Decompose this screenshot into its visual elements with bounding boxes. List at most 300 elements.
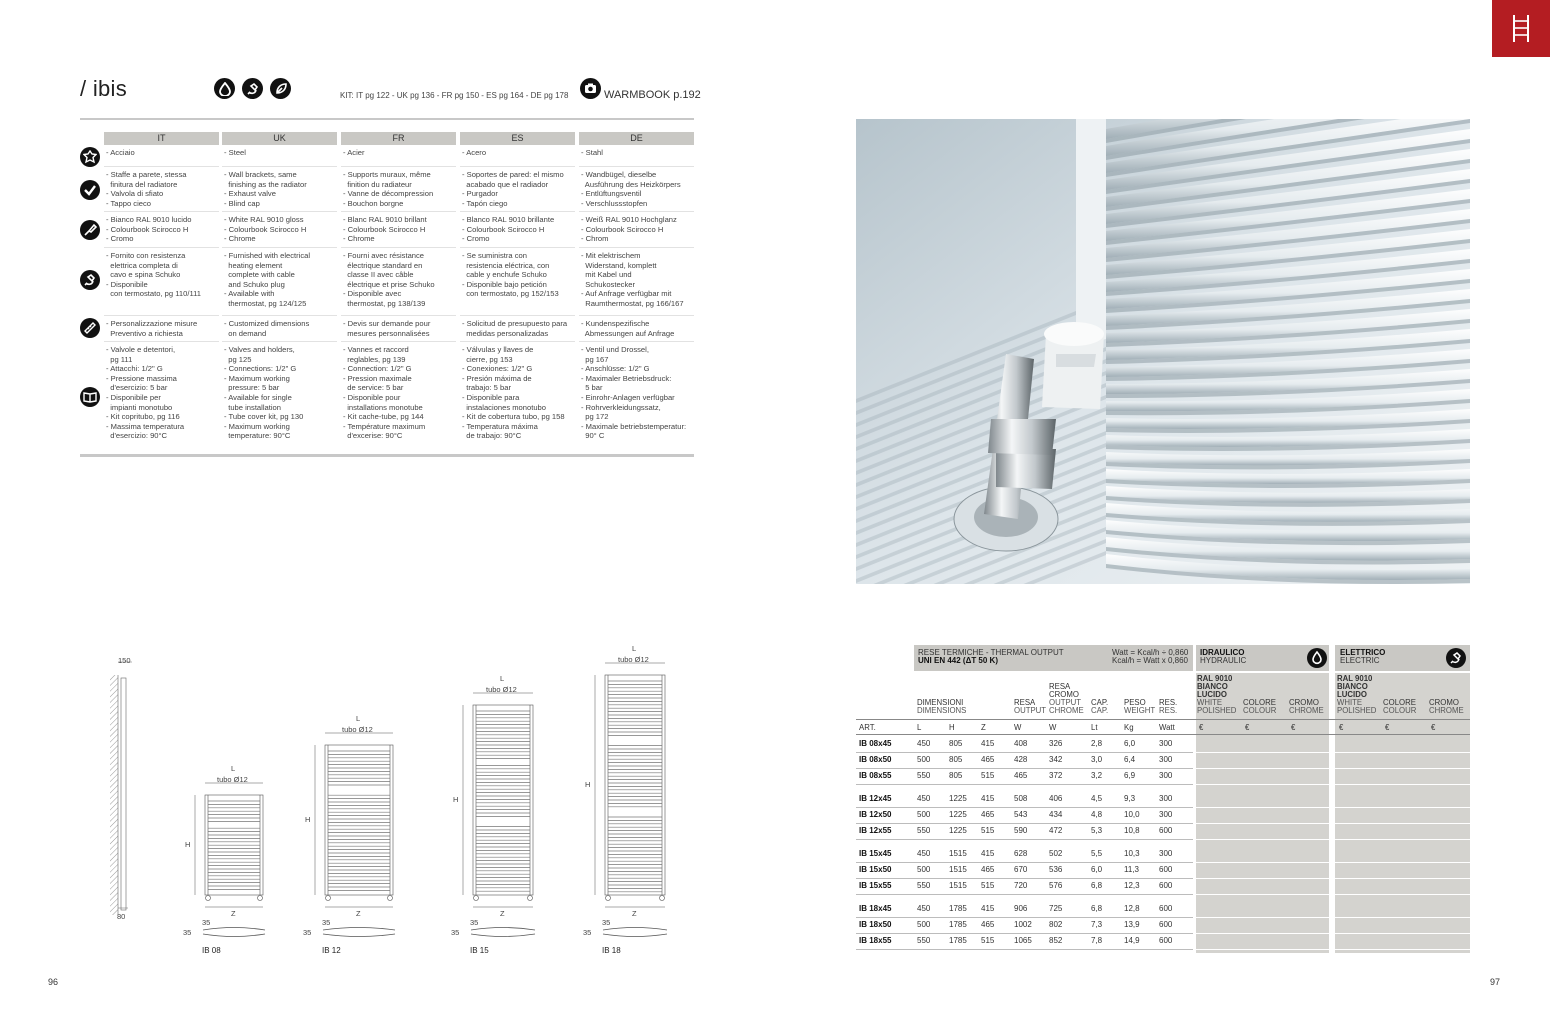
table-cell: 12,8: [1124, 904, 1140, 913]
row-divider: [856, 768, 1193, 769]
row-divider: [222, 247, 337, 248]
table-cell: 450: [917, 794, 931, 803]
table-cell: 805: [949, 739, 963, 748]
table-cell: 406: [1049, 794, 1063, 803]
table-cell: 12,3: [1124, 881, 1140, 890]
ral-label-1: RAL 9010: [1337, 674, 1373, 683]
table-cell: 6,4: [1124, 755, 1136, 764]
row-divider: [579, 211, 694, 212]
row-divider: [1335, 752, 1470, 753]
model-name: IB 12: [322, 946, 341, 955]
table-cell: 14,9: [1124, 936, 1140, 945]
table-cell: 1065: [1014, 936, 1032, 945]
table-cell: 515: [981, 771, 995, 780]
model-code: IB 18x45: [859, 904, 892, 913]
model-code: IB 15x50: [859, 865, 892, 874]
spec-cell: - Mit elektrischem Widerstand, komplett mit Kabel und Schukostecker - Auf Anfrage verfügbar mit Raumthermostat, pg 166/167: [581, 251, 684, 308]
row-divider: [856, 878, 1193, 879]
spec-cell: - Fornito con resistenza elettrica completa di cavo e spina Schuko - Disponibile con termostato, pg 110/111: [106, 251, 201, 299]
table-cell: 1785: [949, 904, 967, 913]
spec-cell: - Vannes et raccord reglables, pg 139 - Connection: 1/2" G - Pression maximale de service: 5 bar - Disponible pour installations monotube - Kit cache-tube, pg 144 - Température maximum d'excerise: 90°C: [343, 345, 426, 441]
row-divider: [1196, 878, 1329, 879]
table-cell: 300: [1159, 810, 1173, 819]
chrome-label: CHROME: [1429, 706, 1464, 715]
dim-L-label: L: [500, 674, 505, 683]
dim-Z-label: Z: [356, 909, 361, 918]
table-cell: 450: [917, 904, 931, 913]
hydraulic-price-column: [1196, 673, 1329, 953]
row-divider: [341, 247, 456, 248]
radiator-diagram-ib-15: [463, 693, 535, 937]
book-icon: [80, 387, 100, 407]
polished-label: POLISHED: [1197, 706, 1237, 715]
table-cell: 515: [981, 936, 995, 945]
lang-header-de: DE: [579, 132, 694, 145]
table-cell: 434: [1049, 810, 1063, 819]
colore-label: COLORE: [1243, 698, 1276, 707]
table-cell: 2,8: [1091, 739, 1103, 748]
spec-cell: - Acciaio: [106, 148, 135, 157]
row-divider: [1335, 862, 1470, 863]
table-cell: 415: [981, 904, 995, 913]
spec-cell: - Supports muraux, même finition du radiateur - Vanne de décompression - Bouchon borgne: [343, 170, 434, 208]
table-cell: 6,9: [1124, 771, 1136, 780]
table-cell: 536: [1049, 865, 1063, 874]
row-divider: [1196, 784, 1329, 785]
row-divider: [460, 247, 575, 248]
dim-L-label: L: [231, 764, 236, 773]
row-divider: [460, 166, 575, 167]
table-bottom-rule: [80, 454, 694, 457]
spec-cell: - Furnished with electrical heating element complete with cable and Schuko plug - Available with thermostat, pg 124/125: [224, 251, 311, 308]
col-resa: RESA: [1014, 698, 1036, 707]
formula-kcal: Kcal/h = Watt x 0,860: [1112, 656, 1188, 665]
side-view-diagram: [110, 662, 132, 915]
brush-icon: [80, 220, 100, 240]
radiator-diagram-ib-12: [315, 733, 395, 937]
table-cell: 1515: [949, 865, 967, 874]
dim-35-label: 35: [602, 918, 611, 927]
row-divider: [579, 166, 694, 167]
row-divider: [341, 315, 456, 316]
unit-8: Watt: [1159, 723, 1175, 732]
header-divider: [856, 719, 1470, 720]
cromo-label: CROMO: [1429, 698, 1459, 707]
row-divider: [1335, 768, 1470, 769]
dim-L-label: L: [356, 714, 361, 723]
spec-cell: - Valves and holders, pg 125 - Connections: 1/2" G - Maximum working pressure: 5 bar - Available for single tube installation - Tube cover kit, pg 130 - Maximum working temperature: 90°C: [224, 345, 304, 441]
table-cell: 415: [981, 739, 995, 748]
table-cell: 1225: [949, 810, 967, 819]
col-weight: WEIGHT: [1124, 706, 1156, 715]
table-cell: 600: [1159, 904, 1173, 913]
table-cell: 600: [1159, 865, 1173, 874]
euro-label: €: [1339, 723, 1344, 732]
hydraulic-title: IDRAULICO: [1200, 648, 1245, 657]
spec-cell: - Valvole e detentori, pg 111 - Attacchi: 1/2" G - Pressione massima d'esercizio: 5 bar - Disponibile per impianti monotubo - Kit copritubo, pg 116 - Massima temperatura d'esercizio: 90°C: [106, 345, 185, 441]
radiator-diagram-ib-08: [195, 783, 265, 937]
row-divider: [1335, 823, 1470, 824]
row-divider: [856, 823, 1193, 824]
model-code: IB 12x45: [859, 794, 892, 803]
lang-header-it: IT: [104, 132, 219, 145]
row-divider: [1335, 894, 1470, 895]
row-divider: [1335, 839, 1470, 840]
unit-3: Z: [981, 723, 986, 732]
row-divider: [1335, 933, 1470, 934]
table-cell: 5,5: [1091, 849, 1103, 858]
table-cell: 1515: [949, 881, 967, 890]
table-cell: 7,3: [1091, 920, 1103, 929]
row-divider: [1196, 823, 1329, 824]
dim-35-label: 35: [322, 918, 331, 927]
row-divider: [856, 894, 1193, 895]
unit-1: L: [917, 723, 922, 732]
table-cell: 465: [981, 920, 995, 929]
dim-35-side-label: 35: [583, 928, 592, 937]
table-cell: 10,0: [1124, 810, 1140, 819]
spec-cell: - White RAL 9010 gloss - Colourbook Scirocco H - Chrome: [224, 215, 307, 244]
row-divider: [1196, 894, 1329, 895]
table-cell: 465: [981, 865, 995, 874]
dim-35-side-label: 35: [183, 928, 192, 937]
ral-label-1: RAL 9010: [1197, 674, 1233, 683]
model-name: IB 15: [470, 946, 489, 955]
row-divider: [856, 917, 1193, 918]
formula-watt: Watt = Kcal/h ÷ 0,860: [1112, 648, 1189, 657]
euro-label: €: [1245, 723, 1250, 732]
row-divider: [856, 839, 1193, 840]
spec-cell: - Ventil und Drossel, pg 167 - Anschlüsse: 1/2" G - Maximaler Betriebsdruck: 5 bar - Einrohr-Anlagen verfügbar - Rohrverkleidungssatz, pg 172 - Maximale betriebstemperatur: 90° C: [581, 345, 687, 441]
table-cell: 805: [949, 771, 963, 780]
model-code: IB 18x50: [859, 920, 892, 929]
table-cell: 550: [917, 881, 931, 890]
row-divider: [341, 211, 456, 212]
radiator-diagrams: [100, 650, 720, 960]
col-resa-cromo-4: CHROME: [1049, 706, 1084, 715]
water-drop-icon: [1307, 648, 1327, 668]
table-cell: 725: [1049, 904, 1063, 913]
model-code: IB 15x55: [859, 881, 892, 890]
table-cell: 600: [1159, 881, 1173, 890]
spec-cell: - Acero: [462, 148, 487, 157]
row-divider: [856, 862, 1193, 863]
spec-cell: - Customized dimensions on demand: [224, 319, 310, 338]
spec-cell: - Personalizzazione misure Preventivo a richiesta: [106, 319, 198, 338]
plug-icon: [242, 78, 263, 99]
row-divider: [1335, 807, 1470, 808]
electric-price-column: [1335, 673, 1470, 953]
spec-cell: - Acier: [343, 148, 365, 157]
spec-cell: - Weiß RAL 9010 Hochglanz - Colourbook Scirocco H - Chrom: [581, 215, 677, 244]
ruler-icon: [80, 318, 100, 338]
row-divider: [1196, 933, 1329, 934]
colour-label: COLOUR: [1383, 706, 1417, 715]
table-cell: 450: [917, 739, 931, 748]
row-divider: [104, 247, 219, 248]
table-cell: 576: [1049, 881, 1063, 890]
spec-cell: - Blanc RAL 9010 brillant - Colourbook Scirocco H - Chrome: [343, 215, 427, 244]
row-divider: [579, 341, 694, 342]
table-cell: 408: [1014, 739, 1028, 748]
lang-header-fr: FR: [341, 132, 456, 145]
table-cell: 550: [917, 936, 931, 945]
unit-2: H: [949, 723, 955, 732]
dim-H-label: H: [453, 795, 459, 804]
row-divider: [222, 341, 337, 342]
row-divider: [104, 315, 219, 316]
unit-4: W: [1014, 723, 1022, 732]
table-cell: 465: [981, 810, 995, 819]
page-number-left: 96: [48, 977, 59, 987]
table-cell: 500: [917, 865, 931, 874]
row-divider: [222, 211, 337, 212]
dim-H-label: H: [185, 840, 191, 849]
model-code: IB 08x50: [859, 755, 892, 764]
row-divider: [856, 784, 1193, 785]
table-cell: 300: [1159, 755, 1173, 764]
cromo-label: CROMO: [1289, 698, 1319, 707]
tube-label: tubo Ø12: [217, 775, 248, 784]
table-cell: 415: [981, 849, 995, 858]
plug-icon: [1446, 648, 1466, 668]
table-cell: 300: [1159, 794, 1173, 803]
table-cell: 1785: [949, 920, 967, 929]
chrome-label: CHROME: [1289, 706, 1324, 715]
dim-35-label: 35: [202, 918, 211, 927]
model-code: IB 15x45: [859, 849, 892, 858]
ral-label-3: LUCIDO: [1197, 690, 1227, 699]
row-divider: [1335, 784, 1470, 785]
row-divider: [1196, 807, 1329, 808]
col-cap-en: CAP.: [1091, 706, 1109, 715]
col-output: OUTPUT: [1014, 706, 1047, 715]
table-cell: 600: [1159, 920, 1173, 929]
table-cell: 805: [949, 755, 963, 764]
row-divider: [341, 166, 456, 167]
table-cell: 428: [1014, 755, 1028, 764]
polished-label: POLISHED: [1337, 706, 1377, 715]
table-cell: 720: [1014, 881, 1028, 890]
row-divider: [1335, 917, 1470, 918]
col-dimensions: DIMENSIONS: [917, 706, 967, 715]
camera-icon: [580, 78, 601, 99]
row-divider: [579, 247, 694, 248]
lang-header-es: ES: [460, 132, 575, 145]
table-cell: 1225: [949, 794, 967, 803]
table-cell: 372: [1049, 771, 1063, 780]
table-cell: 550: [917, 771, 931, 780]
row-divider: [856, 933, 1193, 934]
white-label: WHITE: [1197, 698, 1223, 707]
euro-label: €: [1385, 723, 1390, 732]
row-divider: [222, 315, 337, 316]
spec-cell: - Soportes de pared: el mismo acabado que el radiador - Purgador - Tapón ciego: [462, 170, 564, 208]
dim-35-side-label: 35: [451, 928, 460, 937]
dim-L-label: L: [632, 644, 637, 653]
dim-H-label: H: [305, 815, 311, 824]
table-cell: 342: [1049, 755, 1063, 764]
row-divider: [1196, 949, 1329, 950]
col-resa-cromo-2: CROMO: [1049, 690, 1079, 699]
tube-label: tubo Ø12: [342, 725, 373, 734]
table-cell: 628: [1014, 849, 1028, 858]
row-divider: [856, 949, 1193, 950]
unit-5: W: [1049, 723, 1057, 732]
row-divider: [460, 341, 575, 342]
thermal-output-title: RESE TERMICHE - THERMAL OUTPUT: [918, 648, 1064, 657]
white-label: WHITE: [1337, 698, 1363, 707]
row-divider: [856, 807, 1193, 808]
euro-label: €: [1291, 723, 1296, 732]
dim-Z-label: Z: [500, 909, 505, 918]
header-rule: [80, 118, 694, 120]
table-cell: 1002: [1014, 920, 1032, 929]
spec-cell: - Solicitud de presupuesto para medidas personalizadas: [462, 319, 568, 338]
table-cell: 1785: [949, 936, 967, 945]
row-divider: [579, 315, 694, 316]
euro-label: €: [1199, 723, 1204, 732]
table-cell: 802: [1049, 920, 1063, 929]
table-cell: 590: [1014, 826, 1028, 835]
spec-cell: - Devis sur demande pour mesures personnalisées: [343, 319, 431, 338]
table-cell: 11,3: [1124, 865, 1139, 874]
model-name: IB 08: [202, 946, 221, 955]
spec-cell: - Staffe a parete, stessa finitura del radiatore - Valvola di sfiato - Tappo cieco: [106, 170, 187, 208]
row-divider: [856, 752, 1193, 753]
col-peso: PESO: [1124, 698, 1146, 707]
colore-label: COLORE: [1383, 698, 1416, 707]
spec-cell: - Wall brackets, same finishing as the radiator - Exhaust valve - Blind cap: [224, 170, 307, 208]
model-code: IB 12x55: [859, 826, 892, 835]
table-cell: 13,9: [1124, 920, 1140, 929]
spec-cell: - Kundenspezifische Abmessungen auf Anfrage: [581, 319, 675, 338]
side-dim-bottom: 80: [117, 912, 126, 921]
product-title: / ibis: [80, 76, 128, 101]
table-cell: 500: [917, 920, 931, 929]
ral-label-2: BIANCO: [1197, 682, 1228, 691]
table-cell: 600: [1159, 936, 1173, 945]
row-divider: [1196, 917, 1329, 918]
tube-label: tubo Ø12: [486, 685, 517, 694]
euro-label: €: [1431, 723, 1436, 732]
table-cell: 300: [1159, 771, 1173, 780]
electric-title: ELETTRICO: [1340, 648, 1386, 657]
table-cell: 450: [917, 849, 931, 858]
unit-6: Lt: [1091, 723, 1098, 732]
dim-Z-label: Z: [231, 909, 236, 918]
table-cell: 10,8: [1124, 826, 1140, 835]
table-cell: 472: [1049, 826, 1063, 835]
row-divider: [222, 166, 337, 167]
table-cell: 5,3: [1091, 826, 1103, 835]
table-cell: 852: [1049, 936, 1063, 945]
leaf-icon: [270, 78, 291, 99]
spec-cell: - Válvulas y llaves de cierre, pg 153 - Conexiones: 1/2" G - Presión máxima de trabajo: 5 bar - Disponible para instalaciones monotubo - Kit de cobertura tubo, pg 158 - Temperatura máxima de trabajo: 90°C: [462, 345, 565, 441]
table-cell: 550: [917, 826, 931, 835]
unit-0: ART.: [859, 723, 876, 732]
row-divider: [104, 211, 219, 212]
col-res-en: RES.: [1159, 706, 1178, 715]
plug-icon: [80, 270, 100, 290]
dim-Z-label: Z: [632, 909, 637, 918]
spec-cell: - Steel: [224, 148, 246, 157]
hydraulic-sub: HYDRAULIC: [1200, 656, 1247, 665]
col-resa-cromo-3: OUTPUT: [1049, 698, 1082, 707]
row-divider: [460, 315, 575, 316]
table-cell: 9,3: [1124, 794, 1136, 803]
table-cell: 7,8: [1091, 936, 1103, 945]
table-cell: 326: [1049, 739, 1063, 748]
table-cell: 300: [1159, 849, 1173, 858]
ral-label-2: BIANCO: [1337, 682, 1368, 691]
dim-H-label: H: [585, 780, 591, 789]
table-cell: 1225: [949, 826, 967, 835]
tube-label: tubo Ø12: [618, 655, 649, 664]
spec-cell: - Wandbügel, dieselbe Ausführung des Heizkörpers - Entlüftungsventil - Verschlussstopfen: [581, 170, 681, 208]
ral-label-3: LUCIDO: [1337, 690, 1367, 699]
electric-sub: ELECTRIC: [1340, 656, 1380, 665]
table-cell: 906: [1014, 904, 1028, 913]
units-divider: [856, 734, 1470, 735]
row-divider: [1335, 878, 1470, 879]
table-cell: 3,0: [1091, 755, 1103, 764]
table-cell: 670: [1014, 865, 1028, 874]
spec-cell: - Blanco RAL 9010 brillante - Colourbook Scirocco H - Cromo: [462, 215, 555, 244]
table-cell: 600: [1159, 826, 1173, 835]
row-divider: [1196, 839, 1329, 840]
table-cell: 10,3: [1124, 849, 1140, 858]
warmbook-link[interactable]: WARMBOOK p.192: [604, 89, 701, 101]
dim-35-side-label: 35: [303, 928, 312, 937]
spec-cell: - Se suministra con resistencia eléctrica, con cable y enchufe Schuko - Disponible bajo petición con termostato, pg 152/153: [462, 251, 559, 299]
table-cell: 465: [981, 755, 995, 764]
row-divider: [341, 341, 456, 342]
table-cell: 500: [917, 810, 931, 819]
row-divider: [104, 166, 219, 167]
row-divider: [104, 341, 219, 342]
table-cell: 500: [917, 755, 931, 764]
row-divider: [1196, 752, 1329, 753]
row-divider: [1196, 768, 1329, 769]
spec-cell: - Stahl: [581, 148, 603, 157]
water-drop-icon: [214, 78, 235, 99]
uni-standard: UNI EN 442 (ΔT 50 K): [918, 656, 998, 665]
table-cell: 6,0: [1091, 865, 1103, 874]
lang-header-uk: UK: [222, 132, 337, 145]
col-resa-cromo-1: RESA: [1049, 682, 1071, 691]
radiator-valve-photo: [856, 119, 1470, 584]
table-cell: 6,8: [1091, 881, 1103, 890]
table-cell: 515: [981, 881, 995, 890]
radiator-diagram-ib-18: [595, 663, 667, 937]
table-cell: 502: [1049, 849, 1063, 858]
page-number-right: 97: [1490, 977, 1501, 987]
table-cell: 300: [1159, 739, 1173, 748]
side-dim-top: 150: [118, 656, 131, 665]
col-cap: CAP.: [1091, 698, 1109, 707]
model-code: IB 18x55: [859, 936, 892, 945]
section-tab[interactable]: [1492, 0, 1550, 57]
table-cell: 1515: [949, 849, 967, 858]
dim-35-label: 35: [470, 918, 479, 927]
table-cell: 465: [1014, 771, 1028, 780]
material-icon: [80, 147, 100, 167]
table-cell: 508: [1014, 794, 1028, 803]
unit-7: Kg: [1124, 723, 1134, 732]
model-code: IB 08x45: [859, 739, 892, 748]
ladder-radiator-icon: [1492, 0, 1550, 57]
